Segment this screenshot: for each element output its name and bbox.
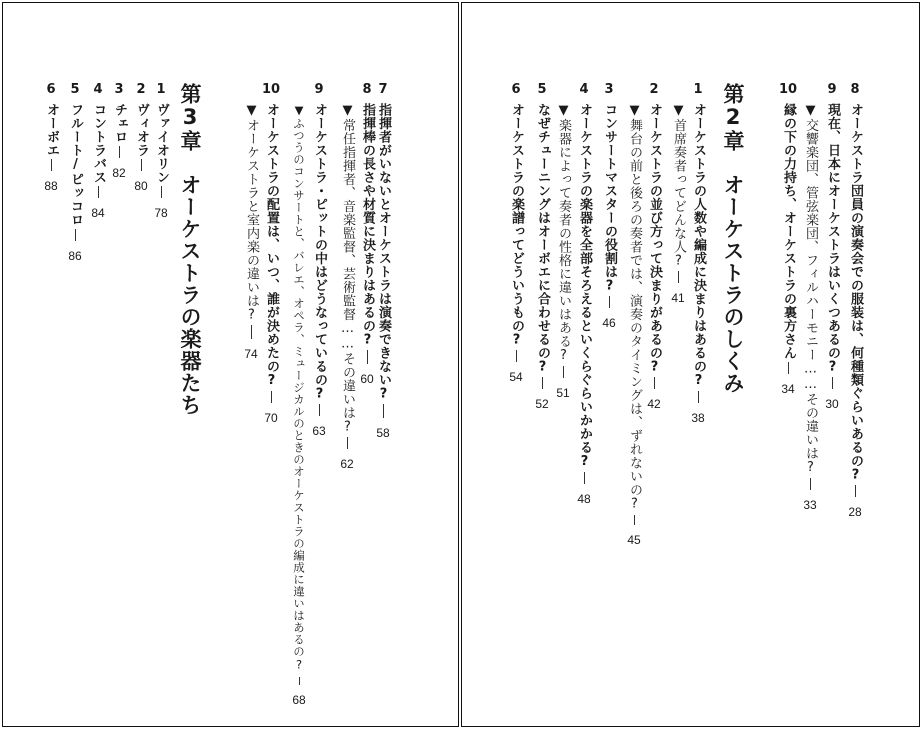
subentry-title: ▼交響楽団、管弦楽団、フィルハーモニー……その違いは? — [803, 103, 818, 476]
toc-subentry — [668, 103, 688, 305]
entry-title: 指揮棒の長さや材質に決まりはあるの? — [360, 103, 375, 348]
subentry-title: ▼常任指揮者、音楽監督、芸術監督……その違いは? — [340, 103, 355, 435]
toc-entry — [151, 83, 171, 220]
leader-line — [161, 186, 162, 198]
leader-line — [299, 677, 300, 685]
leader-line — [98, 186, 99, 198]
entry-number: 10 — [261, 82, 281, 97]
entry-title: ヴァイオリン — [154, 103, 169, 184]
page-number: 74 — [244, 347, 258, 361]
chapter-heading — [718, 83, 748, 394]
page-number: 58 — [376, 426, 390, 440]
leader-line — [855, 485, 856, 497]
leader-line — [832, 377, 833, 389]
entry-number: 4 — [93, 82, 103, 97]
leader-line — [51, 159, 52, 171]
entry-number: 8 — [850, 82, 860, 97]
entry-title: なぜチューニングはオーボエに合わせるの? — [535, 103, 550, 375]
toc-entry — [688, 83, 708, 425]
right-page — [461, 2, 920, 727]
leader-line — [609, 296, 610, 308]
entry-title: コントラバス — [91, 103, 106, 184]
leader-line — [516, 350, 517, 362]
leader-line — [563, 366, 564, 378]
leader-line — [383, 404, 384, 418]
toc-entry — [309, 83, 329, 438]
toc-entry — [261, 83, 281, 425]
chapter-title: 第2章 オーケストラのしくみ — [721, 83, 745, 394]
page-number: 70 — [264, 410, 278, 425]
page-number: 52 — [535, 397, 549, 411]
page-number: 41 — [671, 291, 685, 305]
toc-entry — [822, 83, 842, 411]
toc-subentry — [624, 103, 644, 547]
page-number: 30 — [825, 397, 839, 411]
entry-title: オーケストラ団員の演奏会での服装は、何種類ぐらいあるの? — [848, 103, 863, 483]
entry-title: オーケストラの人数や編成に決まりはあるの? — [691, 103, 706, 389]
entry-number: 5 — [537, 82, 547, 97]
subentry-title: ▼首席奏者ってどんな人? — [671, 103, 686, 269]
leader-line — [271, 391, 272, 403]
toc-subentry — [553, 103, 573, 400]
page-number: 63 — [312, 424, 326, 438]
toc-entry — [109, 83, 129, 180]
entry-number: 1 — [693, 82, 703, 97]
entry-number: 6 — [511, 82, 521, 97]
entry-number: 9 — [314, 82, 324, 97]
leader-line — [251, 325, 252, 339]
leader-line — [347, 437, 348, 449]
page-number: 46 — [602, 316, 616, 330]
entry-title: 縁の下の力持ち、オーケストラの裏方さん — [781, 103, 796, 360]
leader-line — [141, 159, 142, 171]
toc-entry — [599, 83, 619, 330]
entry-title: 指揮者がいないとオーケストラは演奏できない? — [376, 103, 391, 402]
toc-entry — [506, 83, 526, 384]
entry-number: 9 — [827, 82, 837, 97]
toc-entry — [778, 83, 798, 396]
entry-title: オーケストラの楽器を全部そろえるといくらぐらいかかる? — [577, 103, 592, 470]
toc-subentry — [800, 103, 820, 512]
entry-number: 3 — [604, 82, 614, 97]
toc-entry — [357, 83, 377, 386]
page-number: 78 — [154, 206, 168, 220]
entry-title: ヴィオラ — [134, 103, 149, 157]
entry-title: 現在、日本にオーケストラはいくつあるの? — [825, 103, 840, 375]
page-number: 51 — [556, 385, 570, 400]
entry-number: 2 — [136, 82, 146, 97]
leader-line — [788, 362, 789, 374]
page-number: 38 — [691, 410, 705, 425]
chapter-title: 第3章 オーケストラの楽器たち — [178, 83, 202, 416]
entry-number: 5 — [70, 82, 80, 97]
subentry-title: ▼ふつうのコンサートと、バレエ、オペラ、ミュージカルのときのオーケストラの編成に違いはあるの? — [292, 103, 306, 672]
toc-entry — [574, 83, 594, 506]
page-number: 33 — [803, 497, 817, 512]
toc-subentry — [289, 103, 309, 707]
entry-title: オーケストラの並び方って決まりがあるの? — [647, 103, 662, 375]
page-number: 82 — [112, 165, 126, 180]
toc-entry — [131, 83, 151, 193]
page-number: 34 — [781, 381, 795, 396]
toc-entry — [88, 83, 108, 220]
leader-line — [542, 377, 543, 389]
toc-entry — [845, 83, 865, 519]
leader-line — [319, 404, 320, 416]
page-number: 62 — [340, 457, 354, 471]
toc-subentry — [241, 103, 261, 361]
entry-number: 7 — [378, 82, 388, 97]
toc-subentry — [337, 103, 357, 471]
left-page — [2, 2, 459, 727]
entry-number: 4 — [579, 82, 589, 97]
page-number: 28 — [848, 505, 862, 519]
toc-entry — [41, 83, 61, 193]
entry-number: 10 — [778, 82, 798, 97]
toc-entry — [532, 83, 552, 411]
entry-number: 8 — [362, 82, 372, 97]
entry-title: オーケストラの配置は、いつ、誰が決めたの? — [264, 103, 279, 389]
entry-number: 2 — [649, 82, 659, 97]
entry-title: オーケストラの楽譜ってどういうもの? — [509, 103, 524, 348]
page-number: 45 — [627, 533, 641, 547]
leader-line — [119, 146, 120, 158]
leader-line — [698, 391, 699, 403]
entry-number: 6 — [46, 82, 56, 97]
entry-title: フルート/ピッコロ — [68, 103, 83, 227]
leader-line — [654, 377, 655, 389]
leader-line — [678, 271, 679, 283]
entry-number: 1 — [156, 82, 166, 97]
page-number: 42 — [647, 397, 661, 411]
page-number: 48 — [577, 491, 591, 506]
leader-line — [634, 515, 635, 525]
subentry-title: ▼舞台の前と後ろの奏者では、演奏のタイミングは、ずれないの? — [627, 103, 642, 512]
page-number: 60 — [360, 372, 374, 386]
entry-title: コンサートマスターの役割は? — [602, 103, 617, 294]
entry-title: チェロ — [112, 103, 127, 144]
toc-entry — [644, 83, 664, 411]
page-number: 54 — [509, 370, 523, 384]
entry-title: オーケストラ・ピットの中はどうなっているの? — [312, 103, 327, 402]
entry-title: オーボエ — [44, 103, 59, 157]
page-number: 68 — [292, 693, 306, 707]
leader-line — [75, 229, 76, 241]
leader-line — [810, 478, 811, 490]
page-number: 86 — [68, 248, 82, 263]
subentry-title: ▼オーケストラと室内楽の違いは? — [244, 103, 259, 323]
page-number: 84 — [91, 206, 105, 220]
toc-entry — [65, 83, 85, 263]
subentry-title: ▼楽器によって奏者の性格に違いはある? — [556, 103, 571, 364]
chapter-heading — [175, 83, 205, 416]
entry-number: 3 — [114, 82, 124, 97]
page-number: 88 — [44, 179, 58, 193]
leader-line — [367, 350, 368, 364]
page-number: 80 — [134, 179, 148, 193]
leader-line — [584, 472, 585, 484]
